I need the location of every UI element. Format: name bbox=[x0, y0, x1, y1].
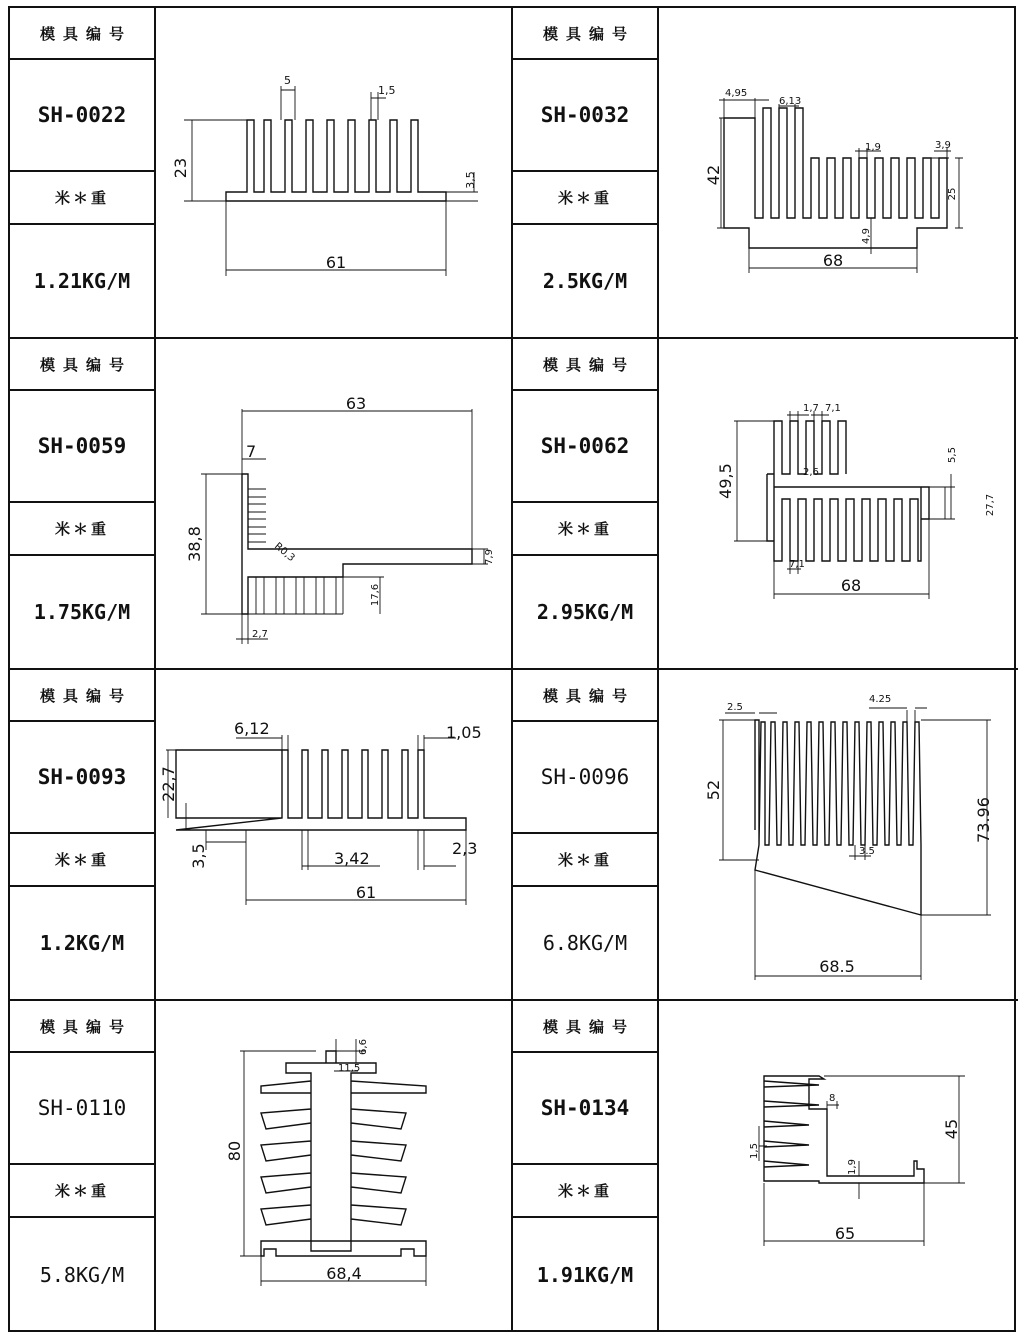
dim-label: 68,4 bbox=[326, 1264, 362, 1283]
weight-label: 米＊重 bbox=[557, 1182, 612, 1200]
dim-label: 3,5 bbox=[189, 843, 208, 869]
profile-drawing-sh-0110 bbox=[156, 1001, 513, 1332]
profile-drawing-sh-0093 bbox=[156, 670, 513, 1001]
label-column bbox=[513, 670, 659, 1001]
mold-number-label: 模具编号 bbox=[39, 355, 132, 374]
dim-label: 45 bbox=[942, 1118, 961, 1140]
mold-code: SH-0093 bbox=[37, 765, 127, 789]
mold-number-label: 模具编号 bbox=[542, 355, 635, 374]
label-column bbox=[513, 1001, 659, 1332]
mold-number-label: 模具编号 bbox=[542, 24, 635, 43]
label-column bbox=[513, 339, 659, 670]
profile-drawing-sh-0062 bbox=[659, 339, 1018, 670]
dim-label: 42 bbox=[704, 164, 723, 186]
mold-number-label: 模具编号 bbox=[542, 1017, 635, 1036]
weight-value: 1.91KG/M bbox=[536, 1263, 634, 1287]
profile-drawing-sh-0134 bbox=[659, 1001, 1018, 1332]
dim-label: 6,12 bbox=[234, 719, 270, 738]
weight-label: 米＊重 bbox=[54, 520, 109, 538]
dim-label: 4.25 bbox=[869, 694, 892, 705]
dim-label: 7,1 bbox=[825, 403, 841, 414]
dim-label: 73.96 bbox=[974, 797, 993, 843]
dim-label: 5,5 bbox=[947, 447, 958, 463]
mold-code: SH-0022 bbox=[37, 103, 127, 127]
profile-drawing-sh-0096 bbox=[659, 670, 1018, 1001]
dim-label: 22,7 bbox=[159, 766, 178, 802]
dim-label: 1,05 bbox=[446, 723, 482, 742]
dim-label: 3,42 bbox=[334, 849, 370, 868]
dim-label: 3,9 bbox=[935, 140, 951, 151]
mold-code: SH-0096 bbox=[540, 765, 630, 789]
weight-label: 米＊重 bbox=[557, 851, 612, 869]
mold-code: SH-0134 bbox=[540, 1096, 630, 1120]
weight-value: 1.2KG/M bbox=[39, 931, 125, 955]
dim-label: 6,6 bbox=[358, 1039, 369, 1055]
label-column bbox=[513, 8, 659, 339]
weight-label: 米＊重 bbox=[557, 189, 612, 207]
dim-label: 7,9 bbox=[484, 549, 495, 565]
dim-label: 11,5 bbox=[338, 1063, 361, 1074]
dim-label: 1,7 bbox=[803, 403, 819, 414]
weight-label: 米＊重 bbox=[557, 520, 612, 538]
mold-number-label: 模具编号 bbox=[39, 24, 132, 43]
dim-label: 2,3 bbox=[452, 839, 478, 858]
dim-label: 1,9 bbox=[847, 1159, 858, 1175]
dim-label: 17,6 bbox=[370, 583, 381, 607]
dim-label: 65 bbox=[834, 1224, 856, 1243]
dim-label: 7 bbox=[246, 442, 257, 461]
dim-label: 1,5 bbox=[378, 84, 396, 97]
dim-label: 3,5 bbox=[464, 171, 477, 189]
dim-label: 8 bbox=[829, 1093, 836, 1104]
label-column bbox=[10, 339, 156, 670]
profile-drawing-sh-0032 bbox=[659, 8, 1018, 339]
weight-value: 1.75KG/M bbox=[33, 600, 131, 624]
label-column bbox=[10, 670, 156, 1001]
mold-number-label: 模具编号 bbox=[39, 686, 132, 705]
dim-label: 61 bbox=[355, 883, 377, 902]
label-column bbox=[10, 8, 156, 339]
dim-label: 80 bbox=[225, 1140, 244, 1162]
dim-label: 2.5 bbox=[727, 702, 743, 713]
dim-label: 6,13 bbox=[779, 96, 802, 107]
weight-value: 1.21KG/M bbox=[33, 269, 131, 293]
dim-label: 3.5 bbox=[859, 846, 875, 857]
mold-code: SH-0032 bbox=[540, 103, 630, 127]
mold-number-label: 模具编号 bbox=[542, 686, 635, 705]
weight-label: 米＊重 bbox=[54, 851, 109, 869]
profile-drawing-sh-0022 bbox=[156, 8, 513, 339]
catalog-table bbox=[8, 6, 1016, 1332]
weight-value: 5.8KG/M bbox=[39, 1263, 125, 1287]
dim-label: 1,5 bbox=[749, 1143, 760, 1159]
dim-label: 52 bbox=[704, 779, 723, 801]
dim-label: 4,95 bbox=[725, 88, 748, 99]
weight-label: 米＊重 bbox=[54, 1182, 109, 1200]
weight-value: 6.8KG/M bbox=[542, 931, 628, 955]
dim-label: 68 bbox=[822, 251, 844, 270]
mold-code: SH-0110 bbox=[37, 1096, 127, 1120]
dim-label: 25 bbox=[947, 187, 958, 201]
mold-code: SH-0059 bbox=[37, 434, 127, 458]
dim-label: 38,8 bbox=[185, 526, 204, 562]
profile-drawing-sh-0059 bbox=[156, 339, 513, 670]
label-column bbox=[10, 1001, 156, 1332]
dim-label: 5 bbox=[284, 74, 291, 87]
dim-label: 68 bbox=[840, 576, 862, 595]
dim-label: 49,5 bbox=[716, 463, 735, 499]
dim-label: R0,3 bbox=[272, 540, 297, 564]
dim-label: 27,7 bbox=[985, 493, 996, 517]
dim-label: 63 bbox=[345, 394, 367, 413]
mold-number-label: 模具编号 bbox=[39, 1017, 132, 1036]
dim-label: 2,7 bbox=[252, 629, 268, 640]
mold-code: SH-0062 bbox=[540, 434, 630, 458]
dim-label: 68.5 bbox=[819, 957, 855, 976]
dim-label: 1,9 bbox=[865, 142, 881, 153]
dim-label: 4,9 bbox=[861, 228, 872, 244]
dim-label: 2,6 bbox=[803, 467, 819, 478]
weight-value: 2.95KG/M bbox=[536, 600, 634, 624]
weight-value: 2.5KG/M bbox=[542, 269, 628, 293]
dim-label: 61 bbox=[325, 253, 347, 272]
dim-label: 7,1 bbox=[789, 559, 805, 570]
dim-label: 23 bbox=[171, 157, 190, 179]
weight-label: 米＊重 bbox=[54, 189, 109, 207]
